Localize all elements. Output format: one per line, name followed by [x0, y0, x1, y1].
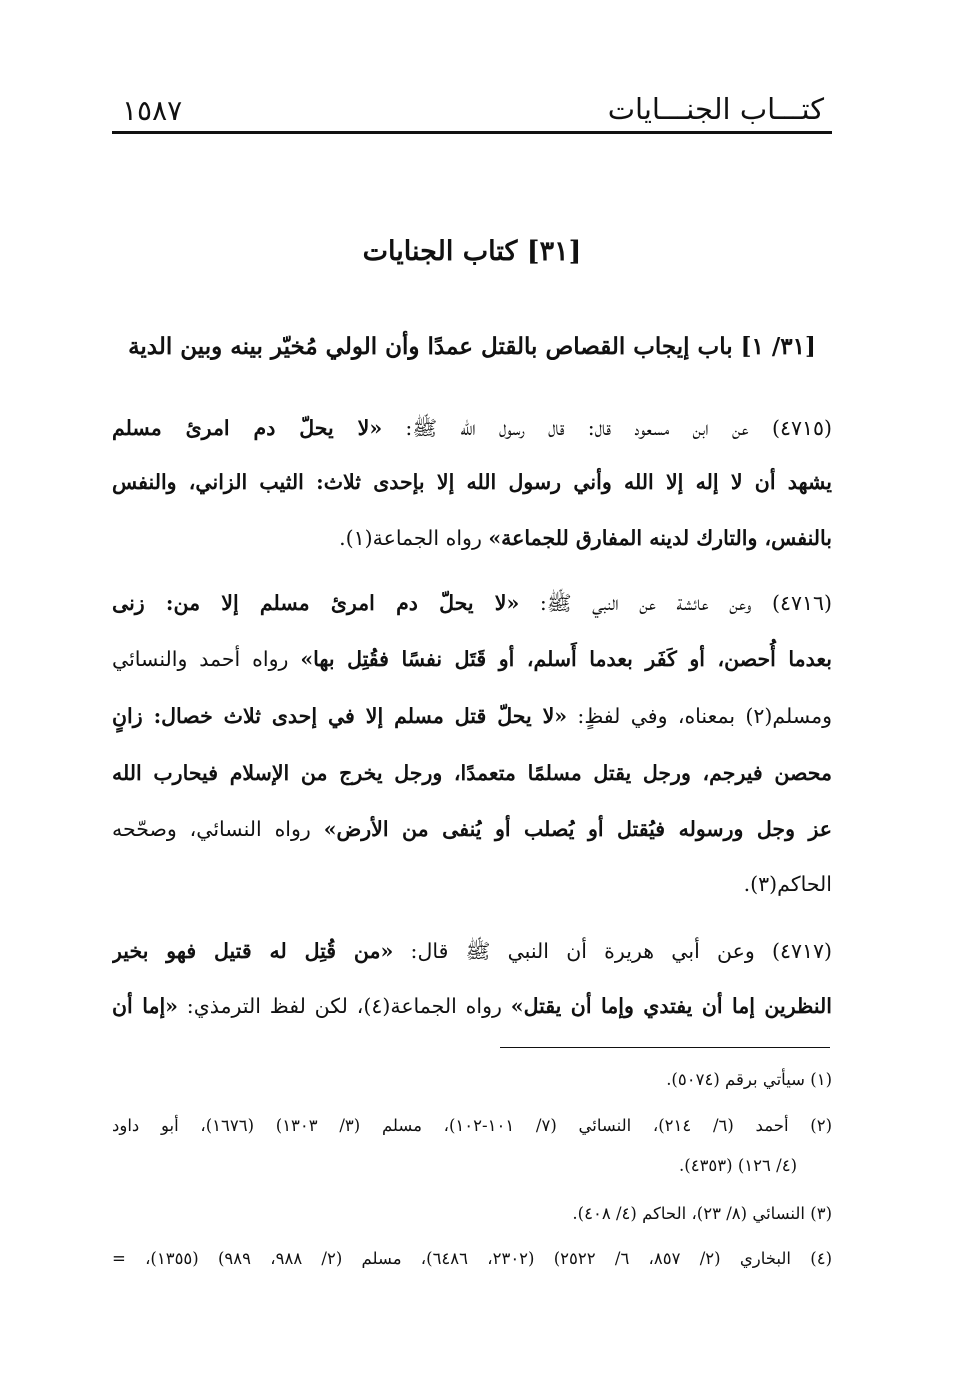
header-book-title: كتـــاب الجنـــايات — [607, 92, 824, 126]
footnote-4: (٤) البخاري (٢/ ٨٥٧، ٦/ ٢٥٢٢) (٢٣٠٢، ٦٤٨٦)، مسلم (٢/ ٩٨٨، ٩٨٩) (١٣٥٥)، = — [112, 1249, 832, 1268]
hadith-4716-line-5 — [112, 803, 832, 855]
hadith-matn: بالنفس، والتارك لدينه المفارق للجماعة» — [488, 526, 832, 550]
hadith-4717-line-2 — [112, 980, 832, 1032]
hadith-intro: عن ابن مسعود قال: قال رسول الله ﷺ: — [382, 416, 772, 440]
hadith-4715-line-3 — [112, 512, 832, 564]
hadith-intro: وعن عائشة عن النبي ﷺ: — [519, 591, 772, 615]
hadith-matn: «من قُتِل له قتيل فهو بخير — [112, 939, 394, 963]
hadith-source: رواه الجماعة(١). — [339, 526, 489, 550]
hadith-matn: «لا يحلّ قتل مسلم إلا في إحدى ثلاث خصال: زانٍ — [112, 704, 568, 728]
hadith-4716-line-4: محصن فيرجم، ورجل يقتل مسلمًا متعمدًا، ورجل يخرج من الإسلام فيحارب الله — [112, 761, 832, 785]
hadith-number: (٤٧١٦) — [771, 591, 832, 615]
header-rule — [112, 131, 832, 134]
hadith-number: (٤٧١٧) — [771, 939, 832, 963]
hadith-4717-line-1 — [112, 925, 832, 977]
hadith-matn: بعدما أُحصن، أو كَفَر بعدما أَسلم، أو قَتَل نفسًا فقُتِل بها» — [300, 647, 832, 671]
hadith-matn: عز وجل ورسوله فيُقتل أو يُصلب أو يُنفى من الأرض» — [323, 817, 832, 841]
hadith-source: رواه الجماعة(٤)، لكن لفظ الترمذي: — [177, 994, 511, 1018]
footnote-2-line-1: (٢) أحمد (٦/ ٢١٤)، النسائي (٧/ ١٠١-١٠٢)، مسلم (٣/ ١٣٠٣) (١٦٧٦)، أبو داود — [112, 1116, 832, 1135]
hadith-4716-line-2 — [112, 633, 832, 685]
hadith-4715-line-1 — [112, 402, 832, 454]
chapter-title: [٣١] كتاب الجنايات — [362, 236, 582, 267]
hadith-4715-line-2: يشهد أن لا إله إلا الله وأني رسول الله إلا بإحدى ثلاث: الثيب الزاني، والنفس — [112, 470, 832, 494]
footnote-1: (١) سيأتي برقم (٥٠٧٤). — [666, 1070, 832, 1089]
hadith-matn: النظرين إما أن يفتدي وإما أن يقتل» — [510, 994, 832, 1018]
page-number: ١٥٨٧ — [122, 94, 183, 127]
hadith-4716-line-1 — [112, 577, 832, 629]
hadith-4716-line-6: الحاكم(٣). — [743, 872, 832, 896]
hadith-source: ومسلم(٢) بمعناه، وفي لفظٍ: — [567, 704, 832, 728]
hadith-matn: «لا يحلّ دم امرئ مسلم إلا من: زنى — [112, 591, 520, 615]
hadith-intro: وعن أبي هريرة أن النبي ﷺ قال: — [393, 939, 772, 963]
hadith-matn: «لا يحلّ دم امرئ مسلم — [112, 416, 383, 440]
running-header — [112, 92, 832, 136]
hadith-matn: «إما أن — [112, 994, 178, 1018]
hadith-source: رواه النسائي، وصحّحه — [112, 817, 324, 841]
section-heading: [٣١/ ١] باب إيجاب القصاص بالقتل عمدًا وأن الولي مُخيّر بينه وبين الدية — [128, 333, 816, 360]
footnote-2-line-2: (٤/ ١٢٦) (٤٣٥٣). — [679, 1156, 797, 1175]
footnote-separator — [500, 1047, 830, 1048]
hadith-number: (٤٧١٥) — [771, 416, 832, 440]
hadith-4716-line-3 — [112, 690, 832, 742]
footnote-3: (٣) النسائي (٨/ ٢٣)، الحاكم (٤/ ٤٠٨). — [572, 1204, 832, 1223]
hadith-source: رواه أحمد والنسائي — [112, 647, 301, 671]
